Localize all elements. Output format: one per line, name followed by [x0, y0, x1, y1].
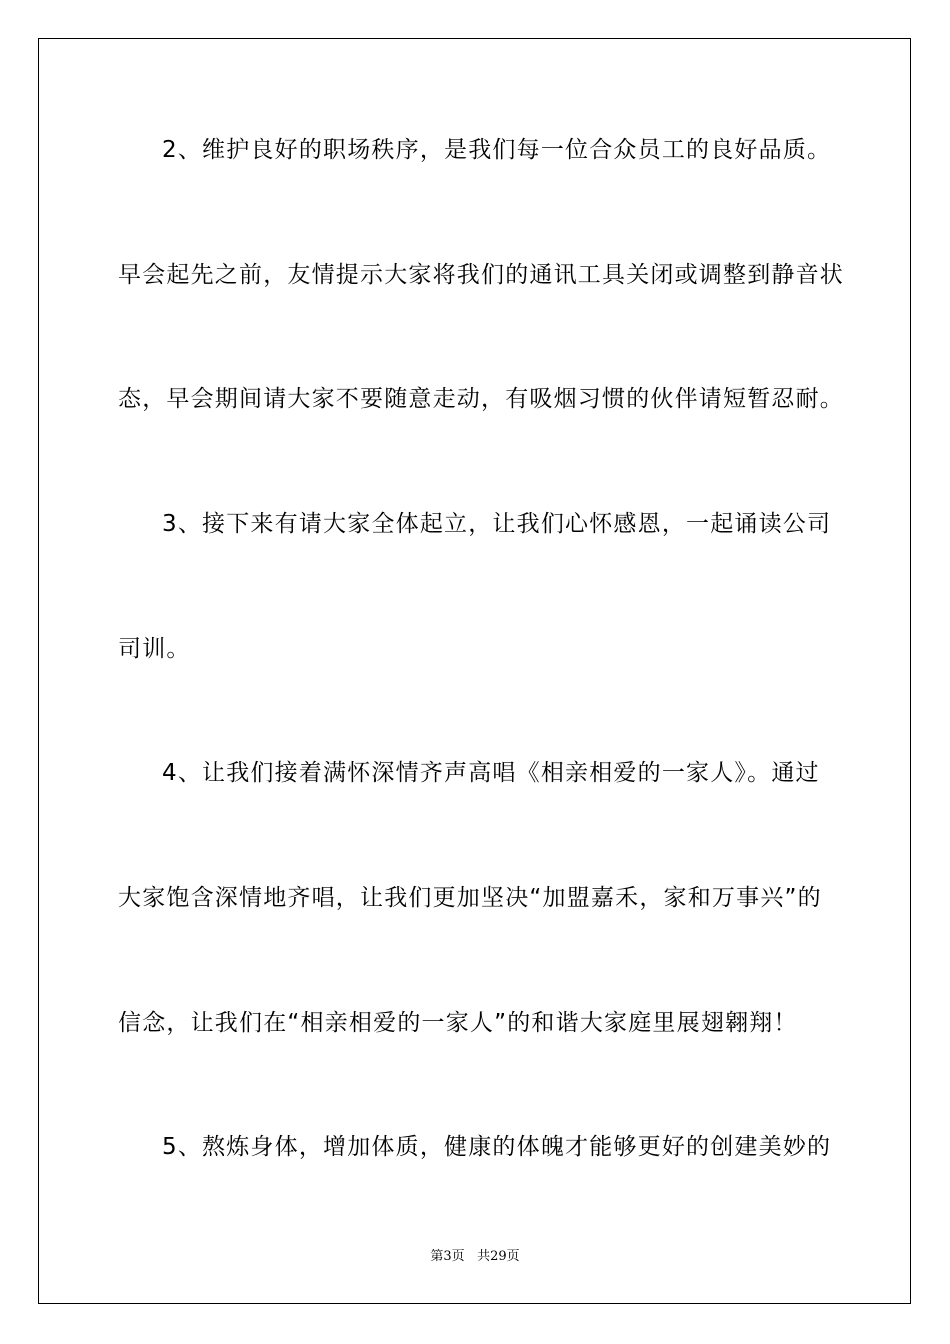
- page-border: [38, 38, 911, 1304]
- paragraph-line: 信念，让我们在“相亲相爱的一家人”的和谐大家庭里展翅翱翔！: [118, 1010, 798, 1036]
- page-total: 共29页: [477, 1249, 520, 1264]
- page-footer: [0, 1249, 950, 1265]
- page-number: 第3页: [430, 1249, 465, 1264]
- paragraph-line: 2、维护良好的职场秩序，是我们每一位合众员工的良好品质。: [162, 137, 832, 163]
- paragraph-line: 大家饱含深情地齐唱，让我们更加坚决“加盟嘉禾，家和万事兴”的: [118, 885, 822, 911]
- paragraph-line: 司训。: [118, 636, 191, 662]
- paragraph-line: 4、让我们接着满怀深情齐声高唱《相亲相爱的一家人》。通过: [162, 760, 820, 786]
- paragraph-line: 早会起先之前，友情提示大家将我们的通讯工具关闭或调整到静音状: [118, 262, 844, 288]
- paragraph-line: 5、熬炼身体，增加体质，健康的体魄才能够更好的创建美妙的: [162, 1134, 832, 1160]
- paragraph-line: 态，早会期间请大家不要随意走动，有吸烟习惯的伙伴请短暂忍耐。: [118, 386, 844, 412]
- paragraph-line: 3、接下来有请大家全体起立，让我们心怀感恩，一起诵读公司: [162, 511, 832, 537]
